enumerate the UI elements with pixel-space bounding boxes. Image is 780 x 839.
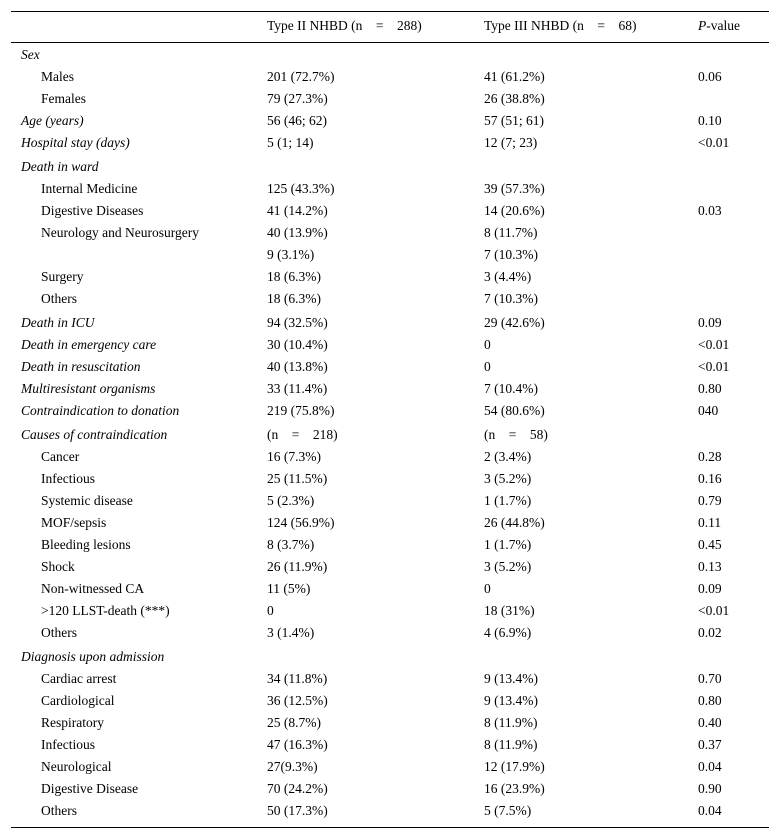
row-label: Neurology and Neurosurgery [41,225,199,240]
row-section-label: Causes of contraindication [21,427,168,442]
header-p-letter: P [698,18,707,33]
cell-type-iii: 16 (23.9%) [484,781,545,796]
cell-type-iii: 7 (10.3%) [484,247,538,262]
cell-type-iii: 1 (1.7%) [484,493,532,508]
row-label: >120 LLST-death (***) [41,603,170,618]
cell-p-value: 0.80 [698,381,722,396]
cell-type-iii: (n = 58) [484,427,548,442]
cell-type-iii: 2 (3.4%) [484,449,532,464]
cell-type-ii: 79 (27.3%) [267,91,328,106]
cell-type-iii: 12 (7; 23) [484,135,538,150]
cell-type-iii: 3 (5.2%) [484,559,532,574]
cell-type-ii: 8 (3.7%) [267,537,315,552]
row-section-label: Multiresistant organisms [21,381,156,396]
table-top-rule [11,11,769,12]
header-p-value [698,18,740,34]
cell-type-ii: 9 (3.1%) [267,247,315,262]
row-section-label: Death in resuscitation [21,359,141,374]
cell-type-ii: 30 (10.4%) [267,337,328,352]
row-label: Cardiological [41,693,115,708]
cell-p-value: 0.70 [698,671,722,686]
row-label: Digestive Disease [41,781,139,796]
cell-type-ii: 125 (43.3%) [267,181,335,196]
cell-type-iii: 3 (5.2%) [484,471,532,486]
cell-p-value: 0.11 [698,515,722,530]
cell-p-value: 0.13 [698,559,722,574]
cell-type-ii: 25 (8.7%) [267,715,321,730]
cell-p-value: 0.10 [698,113,722,128]
cell-type-iii: 7 (10.3%) [484,291,538,306]
cell-type-ii: 18 (6.3%) [267,291,321,306]
cell-p-value: 0.09 [698,581,722,596]
row-label: Surgery [41,269,84,284]
cell-type-iii: 7 (10.4%) [484,381,538,396]
row-label: Infectious [41,737,95,752]
cell-type-ii: 36 (12.5%) [267,693,328,708]
cell-type-ii: 70 (24.2%) [267,781,328,796]
cell-p-value: 0.37 [698,737,722,752]
cell-type-ii: 18 (6.3%) [267,269,321,284]
cell-p-value: 0.28 [698,449,722,464]
cell-type-ii: 5 (1; 14) [267,135,314,150]
cell-p-value: <0.01 [698,135,730,150]
cell-p-value: 0.40 [698,715,722,730]
cell-type-ii: 27(9.3%) [267,759,318,774]
table-header-rule [11,42,769,43]
cell-type-iii: 0 [484,359,491,374]
cell-type-ii: 25 (11.5%) [267,471,328,486]
cell-type-iii: 26 (44.8%) [484,515,545,530]
row-section-label: Contraindication to donation [21,403,180,418]
row-label: Digestive Diseases [41,203,144,218]
cell-type-ii: 26 (11.9%) [267,559,328,574]
row-label: Females [41,91,86,106]
cell-type-ii: 33 (11.4%) [267,381,328,396]
row-label: Others [41,291,77,306]
cell-type-iii: 12 (17.9%) [484,759,545,774]
cell-type-iii: 26 (38.8%) [484,91,545,106]
cell-type-ii: (n = 218) [267,427,338,442]
cell-type-iii: 57 (51; 61) [484,113,544,128]
row-section-label: Age (years) [21,113,84,128]
cell-type-ii: 5 (2.3%) [267,493,315,508]
cell-type-iii: 0 [484,337,491,352]
header-type-ii: Type II NHBD (n = 288) [267,18,422,33]
row-label: Respiratory [41,715,104,730]
cell-type-iii: 1 (1.7%) [484,537,532,552]
cell-p-value: 0.04 [698,759,722,774]
cell-type-ii: 201 (72.7%) [267,69,335,84]
cell-type-ii: 41 (14.2%) [267,203,328,218]
cell-p-value: 0.04 [698,803,722,818]
header-type-iii: Type III NHBD (n = 68) [484,18,637,33]
cell-type-iii: 18 (31%) [484,603,535,618]
row-label: Cancer [41,449,80,464]
cell-type-ii: 219 (75.8%) [267,403,335,418]
row-label: Neurological [41,759,112,774]
row-label: MOF/sepsis [41,515,107,530]
row-label: Others [41,803,77,818]
row-label: Infectious [41,471,95,486]
cell-p-value: 0.02 [698,625,722,640]
cell-type-iii: 8 (11.9%) [484,737,538,752]
cell-type-ii: 3 (1.4%) [267,625,315,640]
cell-type-iii: 54 (80.6%) [484,403,545,418]
row-section-label: Death in ICU [21,315,95,330]
cell-type-iii: 0 [484,581,491,596]
cell-type-ii: 124 (56.9%) [267,515,335,530]
cell-type-iii: 41 (61.2%) [484,69,545,84]
cell-type-iii: 14 (20.6%) [484,203,545,218]
cell-p-value: 0.80 [698,693,722,708]
cell-type-iii: 29 (42.6%) [484,315,545,330]
row-label: Others [41,625,77,640]
row-section-label: Diagnosis upon admission [21,649,165,664]
cell-p-value: 0.90 [698,781,722,796]
row-label: Non-witnessed CA [41,581,145,596]
cell-type-ii: 50 (17.3%) [267,803,328,818]
cell-type-ii: 94 (32.5%) [267,315,328,330]
cell-p-value: <0.01 [698,337,730,352]
cell-type-iii: 5 (7.5%) [484,803,532,818]
cell-p-value: 0.16 [698,471,722,486]
cell-type-iii: 39 (57.3%) [484,181,545,196]
cell-p-value: 0.06 [698,69,722,84]
cell-type-ii: 47 (16.3%) [267,737,328,752]
header-p-suffix: -value [706,18,740,33]
table-bottom-rule [11,827,769,828]
cell-type-iii: 8 (11.7%) [484,225,538,240]
cell-p-value: 040 [698,403,719,418]
cell-p-value: <0.01 [698,603,730,618]
cell-type-ii: 40 (13.9%) [267,225,328,240]
row-label: Bleeding lesions [41,537,131,552]
row-label: Males [41,69,74,84]
cell-p-value: 0.79 [698,493,722,508]
cell-type-iii: 3 (4.4%) [484,269,532,284]
cell-type-ii: 11 (5%) [267,581,311,596]
cell-type-ii: 0 [267,603,274,618]
row-label: Cardiac arrest [41,671,117,686]
row-section-label: Hospital stay (days) [21,135,130,150]
cell-type-iii: 4 (6.9%) [484,625,532,640]
cell-p-value: <0.01 [698,359,730,374]
cell-type-ii: 34 (11.8%) [267,671,328,686]
cell-type-iii: 9 (13.4%) [484,693,538,708]
row-section-label: Death in ward [21,159,99,174]
cell-p-value: 0.09 [698,315,722,330]
row-section-label: Death in emergency care [21,337,157,352]
cell-type-ii: 56 (46; 62) [267,113,327,128]
row-section-label: Sex [21,47,40,62]
cell-p-value: 0.03 [698,203,722,218]
cell-type-ii: 16 (7.3%) [267,449,321,464]
cell-type-iii: 8 (11.9%) [484,715,538,730]
row-label: Internal Medicine [41,181,138,196]
cell-type-iii: 9 (13.4%) [484,671,538,686]
cell-type-ii: 40 (13.8%) [267,359,328,374]
row-label: Systemic disease [41,493,133,508]
cell-p-value: 0.45 [698,537,722,552]
row-label: Shock [41,559,75,574]
